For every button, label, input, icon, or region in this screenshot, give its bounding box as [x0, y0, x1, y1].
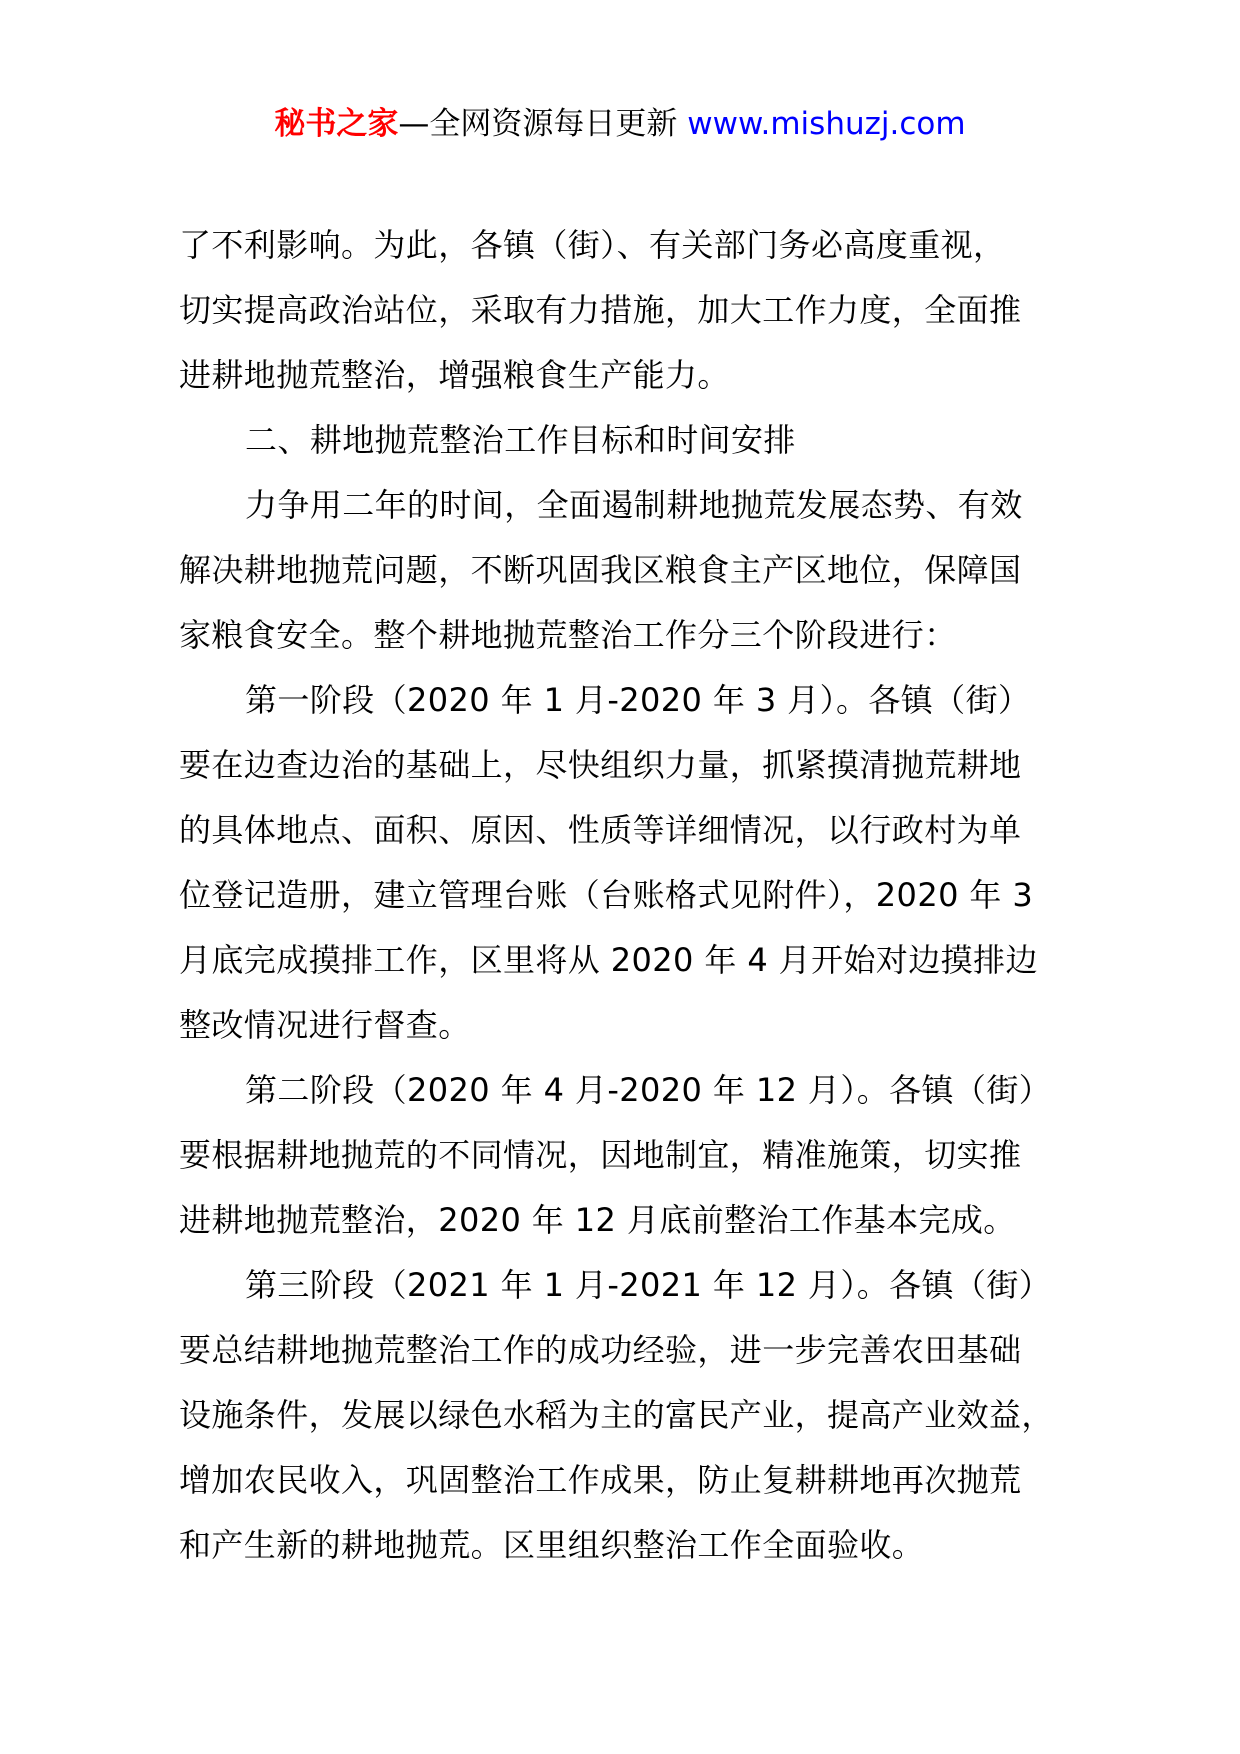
document-body: [179, 213, 1079, 1578]
brand-name: 秘书之家: [274, 106, 399, 142]
body-line: 增加农民收入，巩固整治工作成果，防止复耕耕地再次抛荒: [179, 1461, 1022, 1499]
section-heading: 二、耕地抛荒整治工作目标和时间安排: [245, 421, 796, 459]
body-line: 了不利影响。为此，各镇（街）、有关部门务必高度重视，: [179, 226, 1006, 264]
body-line: 整改情况进行督查。: [179, 1006, 471, 1044]
body-line: 切实提高政治站位，采取有力措施，加大工作力度，全面推: [179, 291, 1022, 329]
body-line: 要在边查边治的基础上，尽快组织力量，抓紧摸清抛荒耕地: [179, 746, 1022, 784]
body-line: 解决耕地抛荒问题，不断巩固我区粮食主产区地位，保障国: [179, 551, 1022, 589]
body-line: 位登记造册，建立管理台账（台账格式见附件），2020 年 3: [179, 876, 1034, 914]
body-line: 力争用二年的时间，全面遏制耕地抛荒发展态势、有效: [245, 486, 1023, 524]
body-line: 和产生新的耕地抛荒。区里组织整治工作全面验收。: [179, 1526, 925, 1564]
phase-one-line: 第一阶段（2020 年 1 月-2020 年 3 月）。各镇（街）: [245, 681, 1031, 719]
body-line: 进耕地抛荒整治，增强粮食生产能力。: [179, 356, 730, 394]
body-line: 要总结耕地抛荒整治工作的成功经验，进一步完善农田基础: [179, 1331, 1022, 1369]
body-line: 要根据耕地抛荒的不同情况，因地制宜，精准施策，切实推: [179, 1136, 1022, 1174]
header-slogan: —全网资源每日更新: [398, 106, 678, 142]
body-line: 的具体地点、面积、原因、性质等详细情况，以行政村为单: [179, 811, 1022, 849]
page-header: [0, 102, 1240, 146]
body-line: 进耕地抛荒整治，2020 年 12 月底前整治工作基本完成。: [179, 1201, 1016, 1239]
body-line: 家粮食安全。整个耕地抛荒整治工作分三个阶段进行：: [179, 616, 957, 654]
phase-two-line: 第二阶段（2020 年 4 月-2020 年 12 月）。各镇（街）: [245, 1071, 1052, 1109]
website-url[interactable]: www.mishuzj.com: [687, 106, 966, 142]
body-line: 设施条件，发展以绿色水稻为主的富民产业，提高产业效益，: [179, 1396, 1054, 1434]
phase-three-line: 第三阶段（2021 年 1 月-2021 年 12 月）。各镇（街）: [245, 1266, 1052, 1304]
body-line: 月底完成摸排工作，区里将从 2020 年 4 月开始对边摸排边: [179, 941, 1038, 979]
